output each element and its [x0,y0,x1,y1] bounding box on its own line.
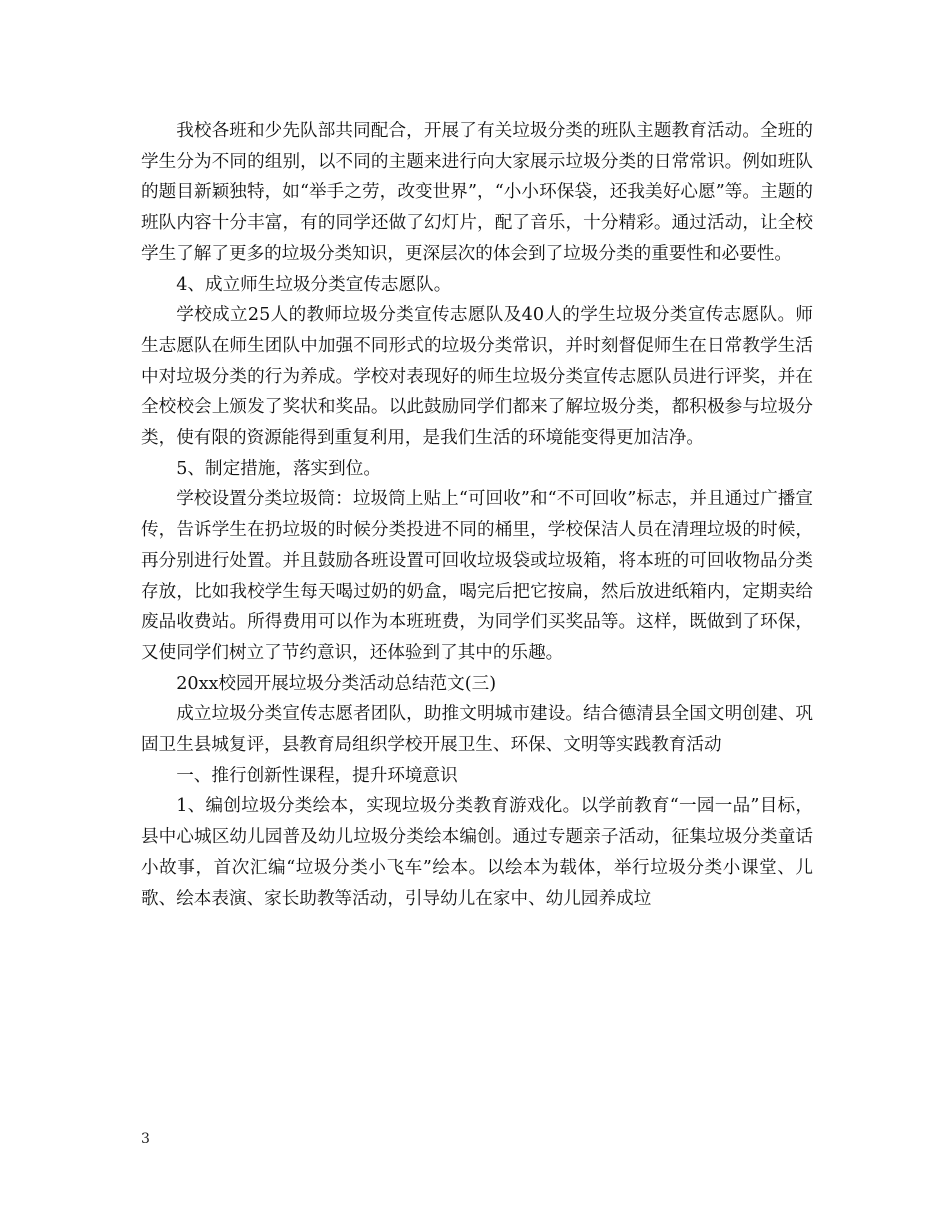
paragraph-class-activities: 我校各班和少先队部共同配合，开展了有关垃圾分类的班队主题教育活动。全班的学生分为不同的组别，以不同的主题来进行向大家展示垃圾分类的日常常识。例如班队的题目新颖独特，如“举手之劳，改变世界”，“小小环保袋，还我美好心愿”等。主题的班队内容十分丰富，有的同学还做了幻灯片，配了音乐，十分精彩。通过活动，让全校学生了解了更多的垃圾分类知识，更深层次的体会到了垃圾分类的重要性和必要性。 [141,121,813,264]
heading-volunteer-team: 4、成立师生垃圾分类宣传志愿队。 [176,274,452,295]
paragraph-measures: 学校设置分类垃圾筒：垃圾筒上贴上“可回收”和“不可回收”标志，并且通过广播宣传，告诉学生在扔垃圾的时候分类投进不同的桶里，学校保洁人员在清理垃圾的时候，再分别进行处置。并且鼓励各班设置可回收垃圾袋或垃圾箱，将本班的可回收物品分类存放，比如我校学生每天喝过奶的奶盒，喝完后把它按扁，然后放进纸箱内，定期卖给废品收费站。所得费用可以作为本班班费，为同学们买奖品等。这样，既做到了环保，又使同学们树立了节约意识，还体验到了其中的乐趣。 [141,489,813,663]
paragraph-volunteer-team: 学校成立25人的教师垃圾分类宣传志愿队及40人的学生垃圾分类宣传志愿队。师生志愿队在师生团队中加强不同形式的垃圾分类常识，并时刻督促师生在日常教学生活中对垃圾分类的行为养成。学校对表现好的师生垃圾分类宣传志愿队员进行评奖，并在全校校会上颁发了奖状和奖品。以此鼓励同学们都来了解垃圾分类，都积极参与垃圾分类，使有限的资源能得到重复利用，是我们生活的环境能变得更加洁净。 [141,305,813,449]
heading-innovative-courses: 一、推行创新性课程，提升环境意识 [176,765,458,786]
paragraph-picture-books: 1、编创垃圾分类绘本，实现垃圾分类教育游戏化。以学前教育“一园一品”目标，县中心城区幼儿园普及幼儿垃圾分类绘本编创。通过专题亲子活动，征集垃圾分类童话小故事，首次汇编“垃圾分类小飞车”绘本。以绘本为载体，举行垃圾分类小课堂、儿歌、绘本表演、家长助教等活动，引导幼儿在家中、幼儿园养成垃 [141,796,813,909]
paragraph-civilized-city: 成立垃圾分类宣传志愿者团队，助推文明城市建设。结合德清县全国文明创建、巩固卫生县城复评，县教育局组织学校开展卫生、环保、文明等实践教育活动 [141,704,813,756]
page-number: 3 [141,1131,150,1147]
section-title-summary-three: 20xx校园开展垃圾分类活动总结范文(三) [176,673,497,694]
heading-measures: 5、制定措施，落实到位。 [176,458,381,479]
document-body [141,116,813,914]
